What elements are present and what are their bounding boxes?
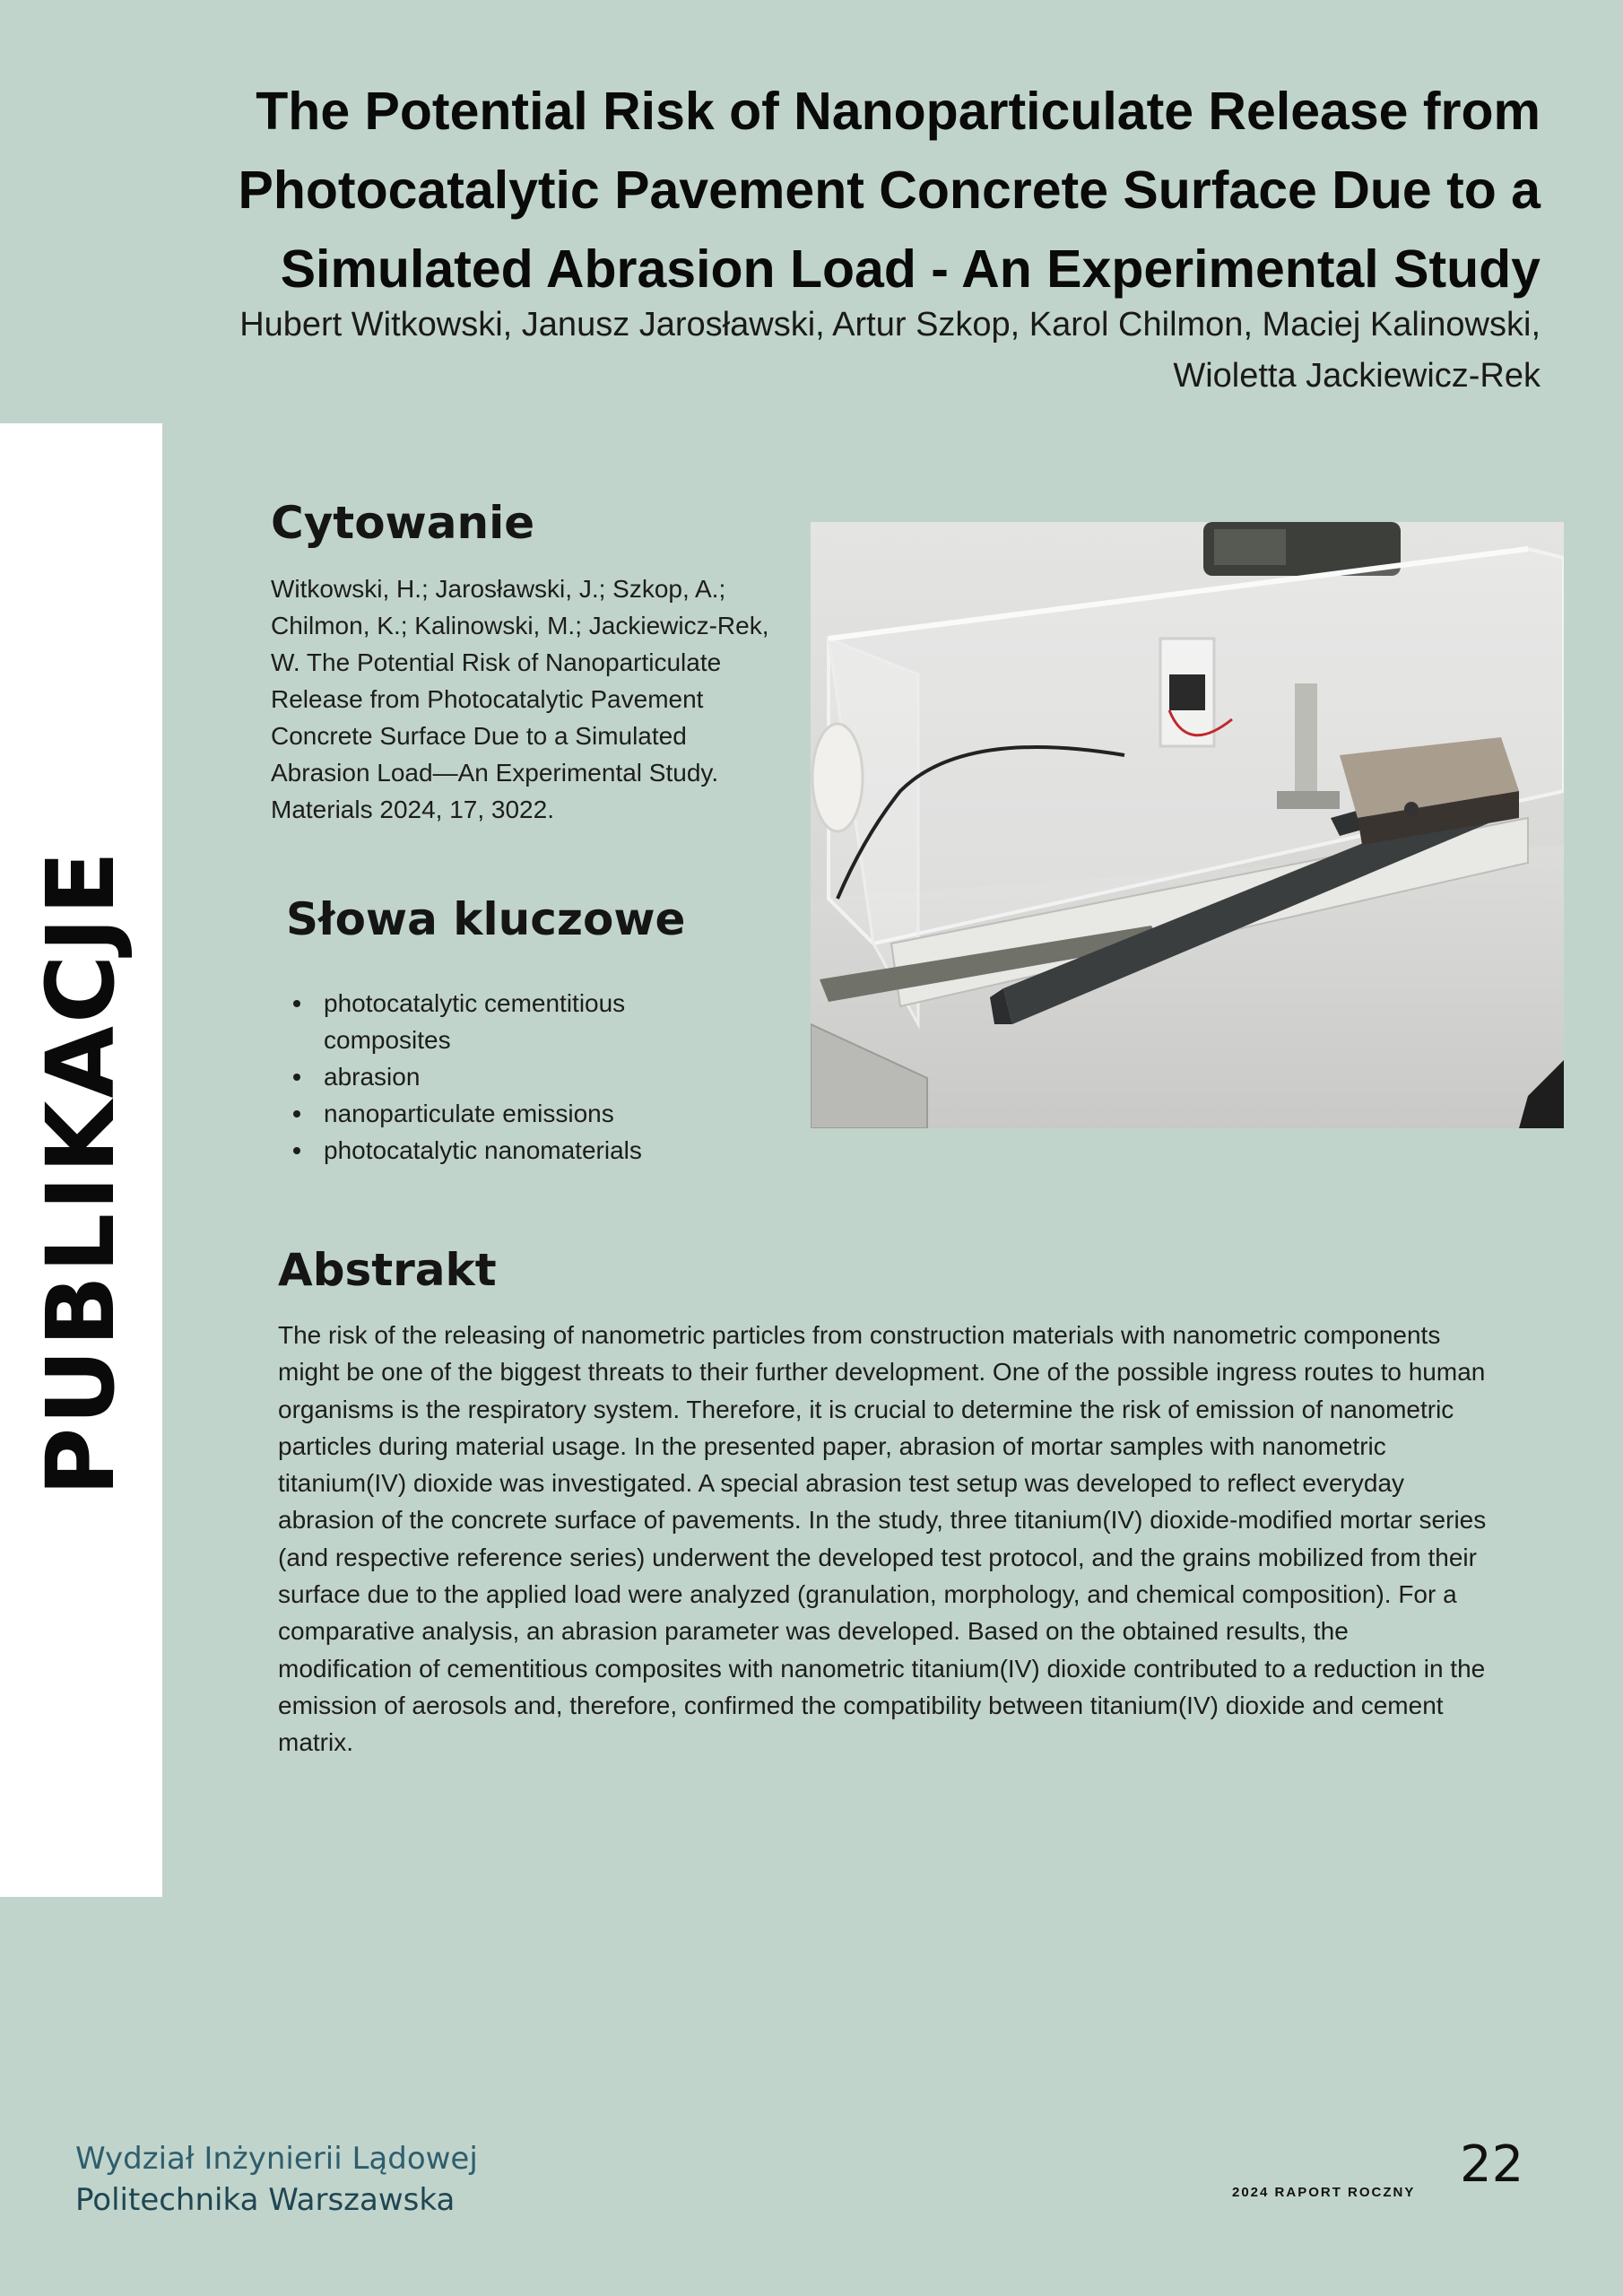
keyword-item: photocatalytic nanomaterials <box>287 1132 699 1169</box>
authors-line-2: Wioletta Jackiewicz-Rek <box>1173 357 1541 395</box>
article-title <box>81 72 1541 309</box>
title-line-2: Photocatalytic Pavement Concrete Surface Due to a <box>238 161 1541 220</box>
keywords-heading: Słowa kluczowe <box>286 893 686 945</box>
authors-line-1: Hubert Witkowski, Janusz Jarosławski, Artur Szkop, Karol Chilmon, Maciej Kalinowski, <box>239 306 1541 344</box>
abstract-heading: Abstrakt <box>278 1244 497 1296</box>
keyword-item: nanoparticulate emissions <box>287 1095 699 1132</box>
abstract-text: The risk of the releasing of nanometric particles from construction materials with nanometric components might be one of the biggest threats to their further development. One of the possible ingress routes to human organisms is the respiratory system. Therefore, it is crucial to determine the risk of emission of nanometric particles during material usage. In the presented paper, abrasion of mortar samples with nanometric titanium(IV) dioxide was investigated. A special abrasion test setup was developed to reflect everyday abrasion of the concrete surface of pavements. In the study, three titanium(IV) dioxide-modified mortar series (and respective reference series) underwent the developed test protocol, and the grains mobilized from their surface due to the applied load were analyzed (granulation, morphology, and chemical composition). For a comparative analysis, an abrasion parameter was developed. Based on the obtained results, the modification of cementitious composites with nanometric titanium(IV) dioxide contributed to a reduction in the emission of aerosols and, therefore, confirmed the compatibility between titanium(IV) dioxide and cement matrix. <box>278 1321 1487 1757</box>
citation-text: Witkowski, H.; Jarosławski, J.; Szkop, A.; Chilmon, K.; Kalinowski, M.; Jackiewicz-Rek, W. The Potential Risk of Nanoparticulate Release from Photocatalytic Pavement Concrete Surface Due to a Simulated Abrasion Load—An Experimental Study. Materials 2024, 17, 3022. <box>271 575 769 823</box>
keywords-list <box>287 985 699 1169</box>
report-label: 2024 RAPORT ROCZNY <box>1232 2185 1416 2200</box>
abrasion-setup-photo <box>811 522 1564 1128</box>
section-label: PUBLIKACJE <box>26 848 135 1496</box>
photo-illustration <box>811 522 1564 1128</box>
faculty-name: Wydział Inżynierii Lądowej <box>75 2141 478 2177</box>
page-number: 22 <box>1460 2135 1524 2194</box>
title-line-3: Simulated Abrasion Load - An Experimental Study <box>280 239 1541 299</box>
citation-heading: Cytowanie <box>271 497 535 549</box>
keyword-item: abrasion <box>287 1058 699 1095</box>
keyword-item: photocatalytic cementitious composites <box>287 985 699 1058</box>
authors <box>81 300 1541 402</box>
title-line-1: The Potential Risk of Nanoparticulate Release from <box>256 82 1541 141</box>
university-name: Politechnika Warszawska <box>75 2182 456 2218</box>
footer-institution <box>75 2138 478 2221</box>
